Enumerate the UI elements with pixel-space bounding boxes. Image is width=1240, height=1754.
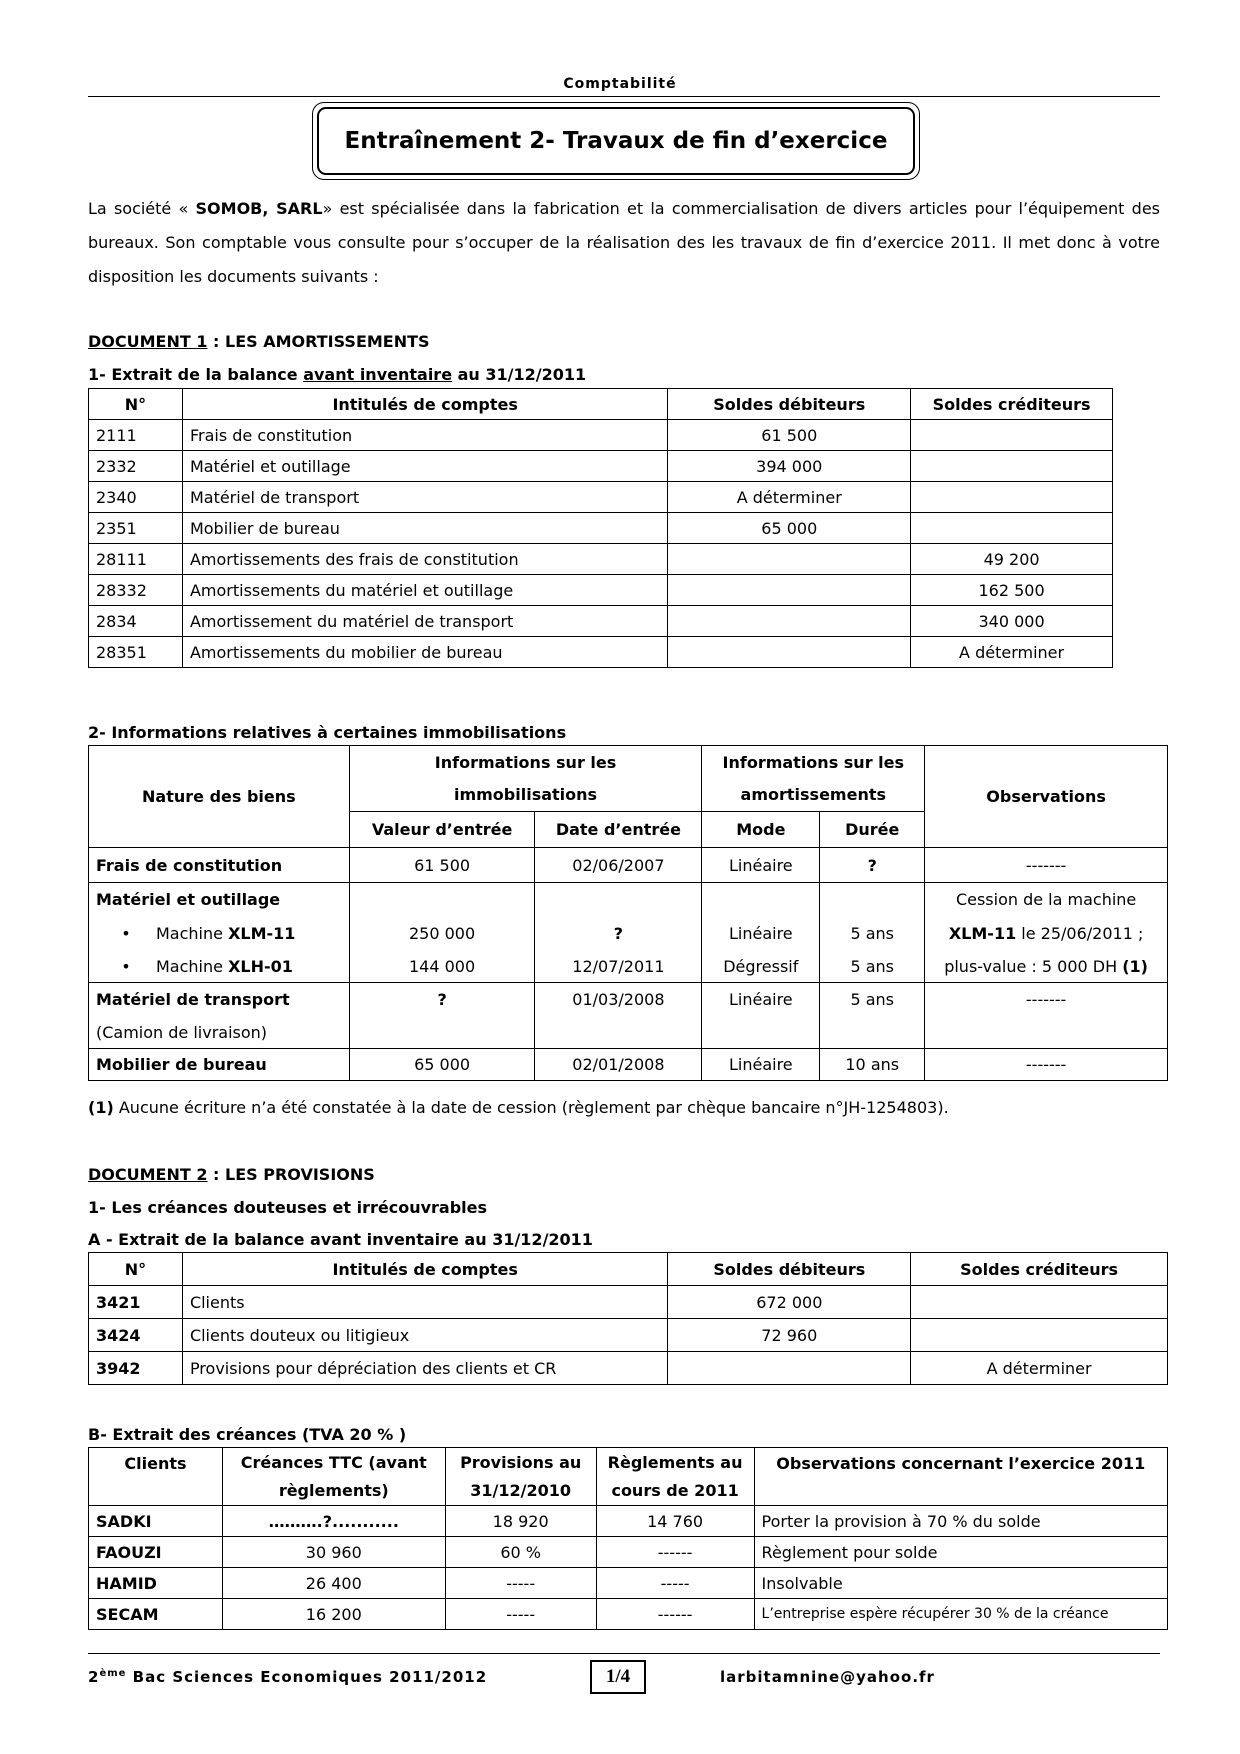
table-row: • Machine XLM-11 250 000 ? Linéaire 5 ans XLM-11 le 25/06/2011 ; bbox=[89, 917, 1168, 951]
table-row: 2834 Amortissement du matériel de transport 340 000 bbox=[89, 606, 1113, 637]
doc2-balance-table: N° Intitulés de comptes Soldes débiteurs Soldes créditeurs 3421 Clients 672 000 3424 Clients douteux ou litigieux 72 960 3942 Provisions pour dépréciation des clients et CR A déterminer bbox=[88, 1252, 1168, 1385]
footer-program: 2ème Bac Sciences Economiques 2011/2012 bbox=[88, 1668, 488, 1686]
page-title: Entraînement 2- Travaux de fin d’exercice bbox=[317, 107, 915, 175]
footnote: (1) Aucune écriture n’a été constatée à la date de cession (règlement par chèque bancaire n°JH-1254803). bbox=[88, 1098, 949, 1117]
col-nature: Nature des biens bbox=[89, 746, 350, 848]
table-row: 28351 Amortissements du mobilier de bureau A déterminer bbox=[89, 637, 1113, 668]
table-row: 2111 Frais de constitution 61 500 bbox=[89, 420, 1113, 451]
doc1-sub2: 2- Informations relatives à certaines immobilisations bbox=[88, 723, 567, 742]
table-row: SADKI ……….?........... 18 920 14 760 Porter la provision à 70 % du solde bbox=[89, 1506, 1168, 1537]
table-row: Mobilier de bureau 65 000 02/01/2008 Linéaire 10 ans ------- bbox=[89, 1049, 1168, 1081]
table-row: SECAM 16 200 ----- ------ L’entreprise espère récupérer 30 % de la créance bbox=[89, 1599, 1168, 1630]
doc1-info-table: Nature des biens Informations sur les Informations sur les Observations immobilisations amortissements Valeur d’entrée Date d’entrée Mode Durée Frais de constitution 61 500 02/06/2007 Linéaire ? ------- Matériel et outillage Cession de la machine • Machine XLM-11 250 000 ? Linéaire 5 ans XLM-11 le 25/06/2011 ; • Machine XLH-01 144 000 12/07/2011 Dégressif 5 ans plus-value : 5 000 DH (1) Matériel de transport ? 01/03/2008 Linéaire 5 ans ------- (Camion de livraison) Mobilier de bureau 65 000 02/01/2008 Linéaire 10 ans ------- bbox=[88, 745, 1168, 1081]
table-row: 3421 Clients 672 000 bbox=[89, 1286, 1168, 1319]
col-observations: Observations bbox=[925, 746, 1168, 848]
footer-rule bbox=[88, 1653, 1160, 1654]
table-row: 2332 Matériel et outillage 394 000 bbox=[89, 451, 1113, 482]
doc2-sub1: 1- Les créances douteuses et irrécouvrables bbox=[88, 1198, 488, 1217]
table-row: 2340 Matériel de transport A déterminer bbox=[89, 482, 1113, 513]
table-row: 3424 Clients douteux ou litigieux 72 960 bbox=[89, 1319, 1168, 1352]
title-box bbox=[312, 102, 920, 180]
header-rule bbox=[88, 96, 1160, 97]
table-row: HAMID 26 400 ----- ----- Insolvable bbox=[89, 1568, 1168, 1599]
table-row: Matériel de transport ? 01/03/2008 Linéaire 5 ans ------- bbox=[89, 983, 1168, 1017]
table-row: (Camion de livraison) bbox=[89, 1017, 1168, 1049]
doc1-heading: DOCUMENT 1 : LES AMORTISSEMENTS bbox=[88, 332, 430, 351]
doc1-sub1: 1- Extrait de la balance avant inventaire au 31/12/2011 bbox=[88, 365, 587, 384]
doc2-creances-table: Clients Créances TTC (avant règlements) Provisions au 31/12/2010 Règlements au cours de 2011 Observations concernant l’exercice 2011 SADKI ……….?........... 18 920 14 760 Porter la provision à 70 % du solde FAOUZI 30 960 60 % ------ Règlement pour solde HAMID 26 400 ----- ----- Insolvable SECAM 16 200 ----- ------ L’entreprise espère récupérer 30 % de la créance bbox=[88, 1447, 1168, 1630]
company-name: SOMOB, SARL bbox=[195, 199, 323, 218]
doc2-subA: A - Extrait de la balance avant inventaire au 31/12/2011 bbox=[88, 1230, 593, 1249]
table-header-row: N° Intitulés de comptes Soldes débiteurs Soldes créditeurs bbox=[89, 389, 1113, 420]
table-row: 3942 Provisions pour dépréciation des clients et CR A déterminer bbox=[89, 1352, 1168, 1385]
doc2-heading: DOCUMENT 2 : LES PROVISIONS bbox=[88, 1165, 375, 1184]
table-row: Matériel et outillage Cession de la machine bbox=[89, 883, 1168, 917]
intro-paragraph: La société « SOMOB, SARL» est spécialisée dans la fabrication et la commercialisation de divers articles pour l’équipement des bureaux. Son comptable vous consulte pour s’occuper de la réalisation des les travaux de fin d’exercice 2011. Il met donc à votre disposition les documents suivants : bbox=[88, 199, 1161, 286]
table-row: FAOUZI 30 960 60 % ------ Règlement pour solde bbox=[89, 1537, 1168, 1568]
page-number: 1/4 bbox=[590, 1660, 646, 1694]
footer-email: larbitamnine@yahoo.fr bbox=[720, 1668, 935, 1686]
table-row: 2351 Mobilier de bureau 65 000 bbox=[89, 513, 1113, 544]
table-row: 28111 Amortissements des frais de constitution 49 200 bbox=[89, 544, 1113, 575]
doc2-subB: B- Extrait des créances (TVA 20 % ) bbox=[88, 1425, 407, 1444]
doc1-balance-table bbox=[88, 388, 1113, 668]
table-row: • Machine XLH-01 144 000 12/07/2011 Dégressif 5 ans plus-value : 5 000 DH (1) bbox=[89, 951, 1168, 983]
subject-header: Comptabilité bbox=[563, 76, 677, 92]
table-row: 28332 Amortissements du matériel et outillage 162 500 bbox=[89, 575, 1113, 606]
table-row: Frais de constitution 61 500 02/06/2007 Linéaire ? ------- bbox=[89, 848, 1168, 883]
